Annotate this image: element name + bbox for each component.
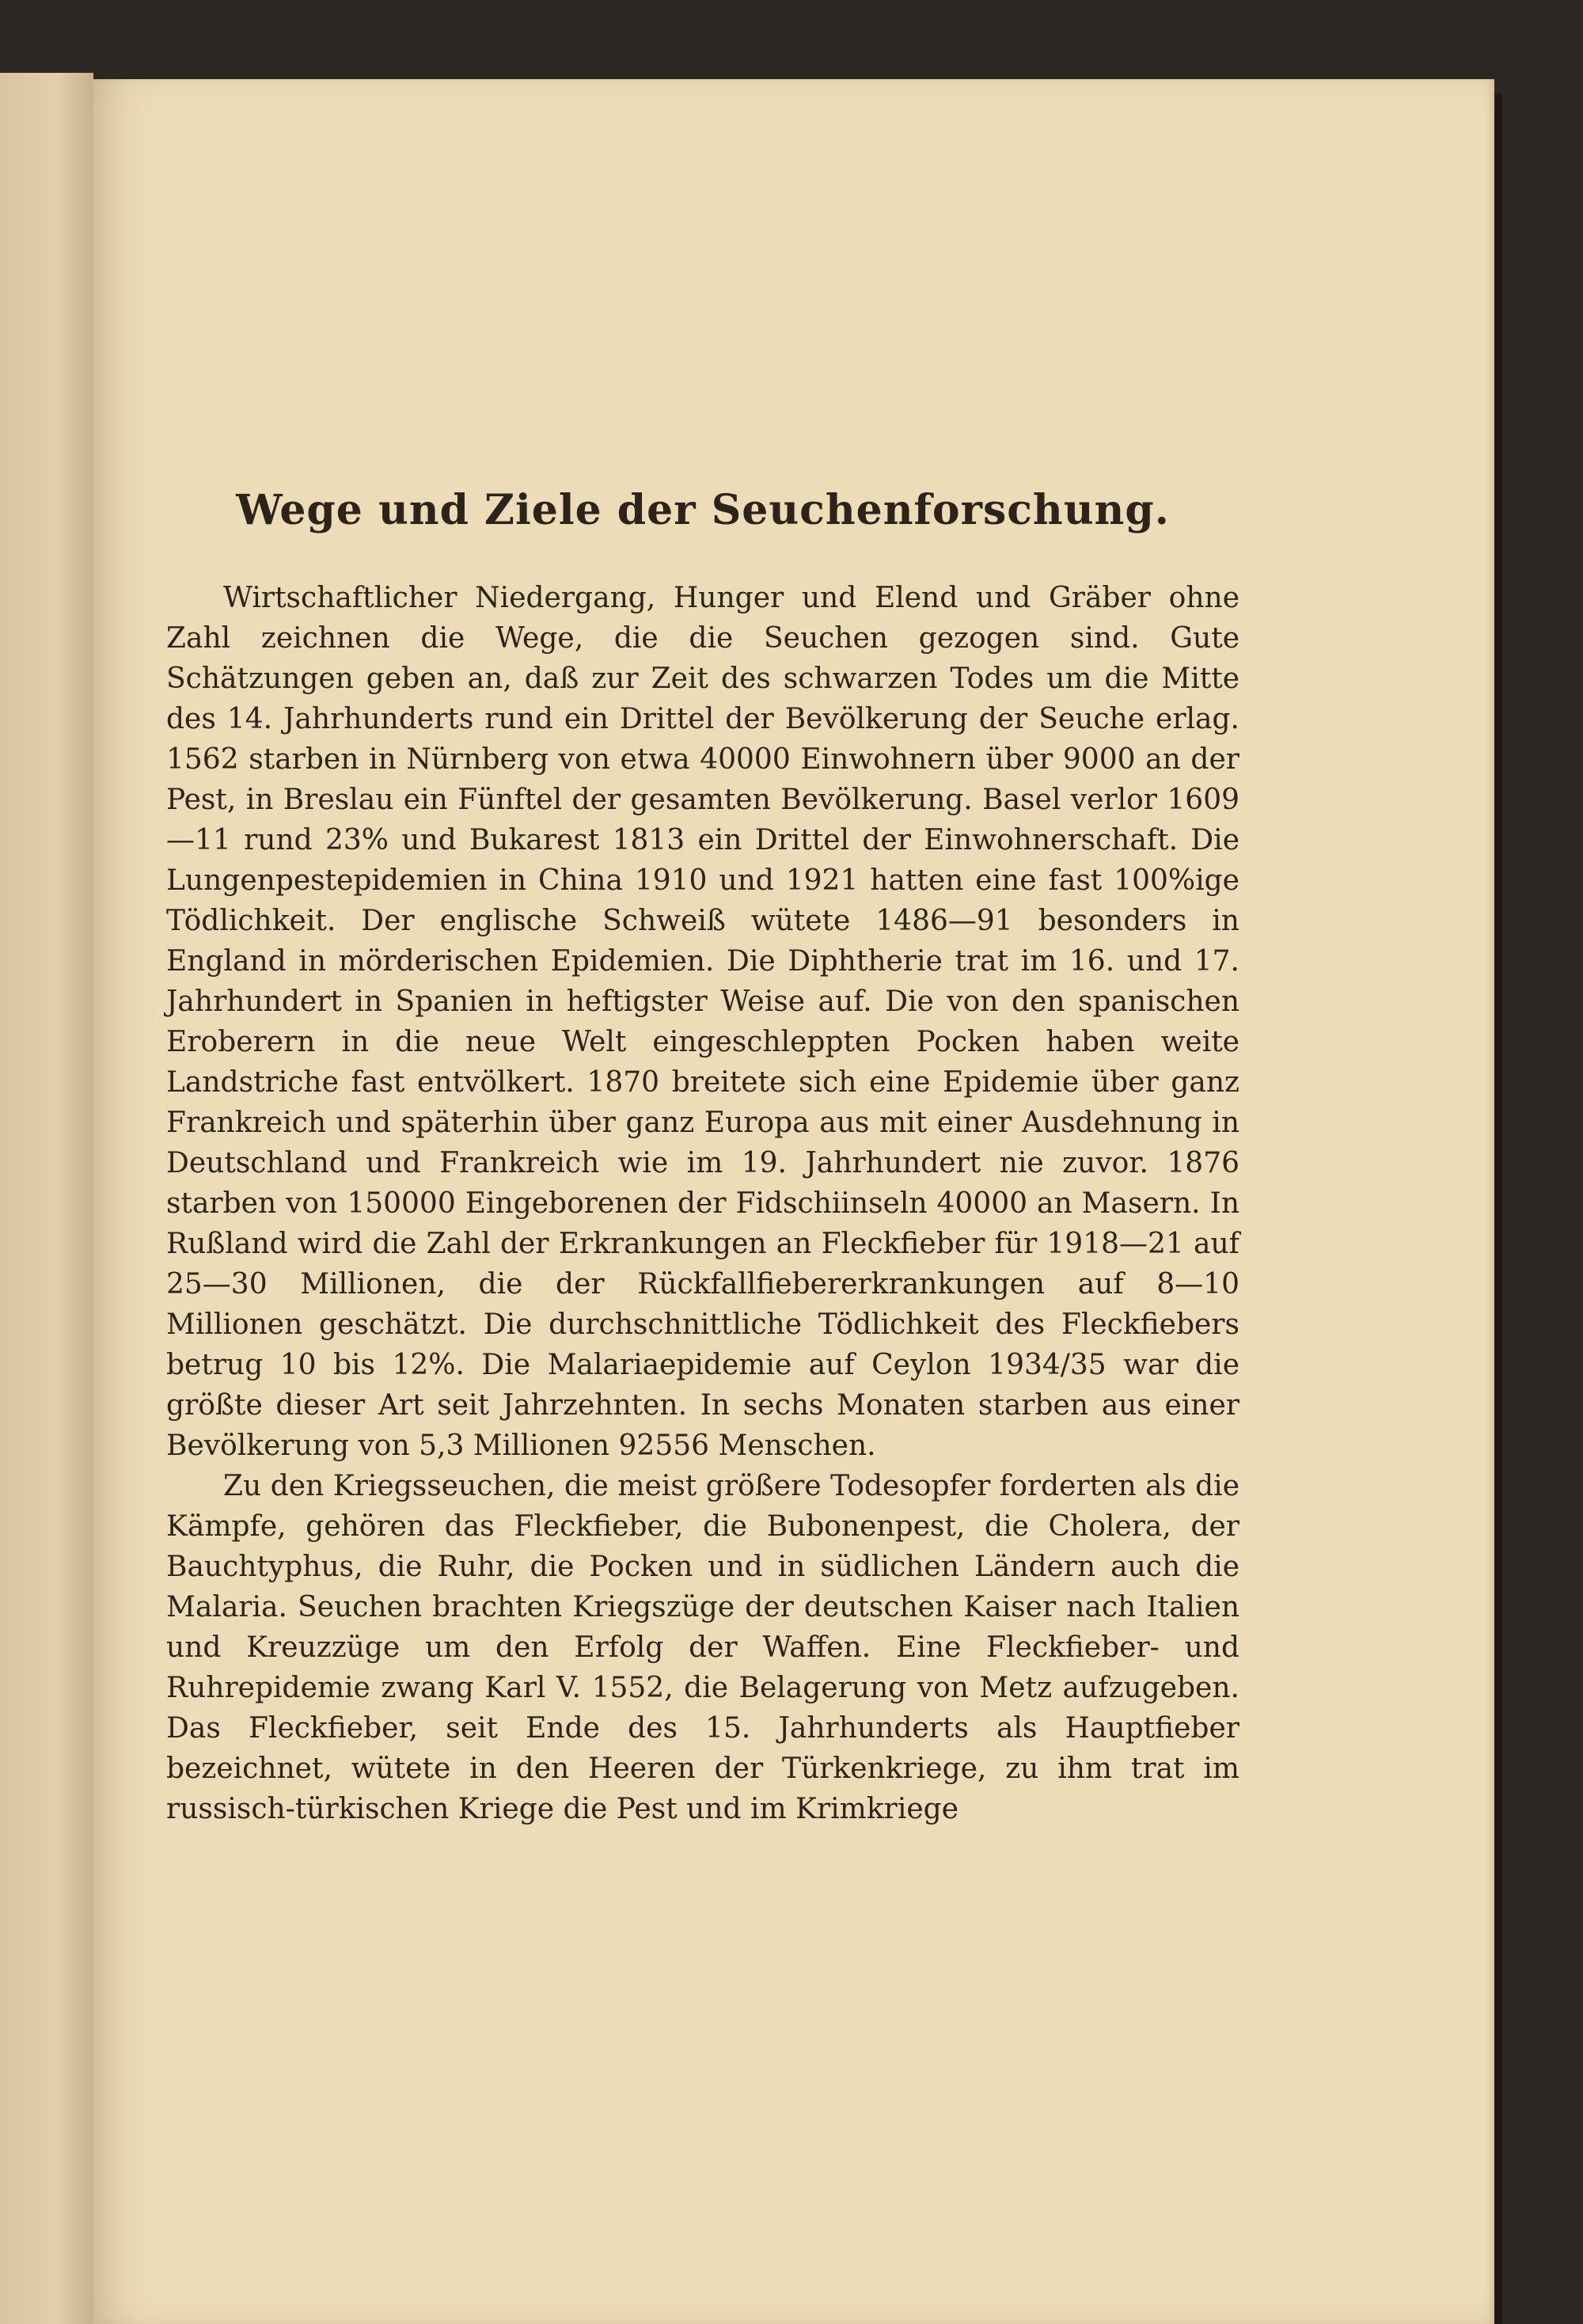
page-title: Wege und Ziele der Seuchenforschung. bbox=[236, 486, 1170, 534]
page-text bbox=[166, 475, 1239, 1829]
left-page-edge bbox=[0, 73, 93, 2324]
paragraph: Zu den Kriegsseuchen, die meist größere Todesopfer forderten als die Kämpfe, gehören das Fleckfieber, die Bubonenpest, die Cholera, der Bauchtyphus, die Ruhr, die Pocken und in südlichen Ländern auch die Malaria. Seuchen brachten Kriegszüge der deutschen Kaiser nach Italien und Kreuzzüge um den Erfolg der Waffen. Eine Fleckfieber- und Ruhrepidemie zwang Karl V. 1552, die Belagerung von Metz aufzugeben. Das Fleckfieber, seit Ende des 15. Jahrhunderts als Hauptfieber bezeichnet, wütete in den Heeren der Türkenkriege, zu ihm trat im russisch-türkischen Kriege die Pest und im Krimkriege bbox=[166, 1470, 1239, 1825]
paragraph: Wirtschaftlicher Niedergang, Hunger und Elend und Gräber ohne Zahl zeichnen die Wege, die die Seuchen gezogen sind. Gute Schätzungen geben an, daß zur Zeit des schwarzen Todes um die Mitte des 14. Jahrhunderts rund ein Drittel der Bevölkerung der Seuche erlag. 1562 starben in Nürnberg von etwa 40000 Einwohnern über 9000 an der Pest, in Breslau ein Fünftel der gesamten Bevölkerung. Basel verlor 1609—11 rund 23% und Bukarest 1813 ein Drittel der Einwohnerschaft. Die Lungenpestepidemien in China 1910 und 1921 hatten eine fast 100%ige Tödlichkeit. Der englische Schweiß wütete 1486—91 besonders in England in mörderischen Epidemien. Die Diphtherie trat im 16. und 17. Jahrhundert in Spanien in heftigster Weise auf. Die von den spanischen Eroberern in die neue Welt eingeschleppten Pocken haben weite Landstriche fast entvölkert. 1870 breitete sich eine Epidemie über ganz Frankreich und späterhin über ganz Europa aus mit einer Ausdehnung in Deutschland und Frankreich wie im 19. Jahrhundert nie zuvor. 1876 starben von 150000 Eingeborenen der Fidschiinseln 40000 an Masern. In Rußland wird die Zahl der Erkrankungen an Fleckfieber für 1918—21 auf 25—30 Millionen, die der Rückfallfiebererkrankungen auf 8—10 Millionen geschätzt. Die durchschnittliche Tödlichkeit des Fleckfiebers betrug 10 bis 12%. Die Malariaepidemie auf Ceylon 1934/35 war die größte dieser Art seit Jahrzehnten. In sechs Monaten starben aus einer Bevölkerung von 5,3 Millionen 92556 Menschen. bbox=[166, 582, 1239, 1462]
page-shadow-edge bbox=[1494, 93, 1502, 2324]
